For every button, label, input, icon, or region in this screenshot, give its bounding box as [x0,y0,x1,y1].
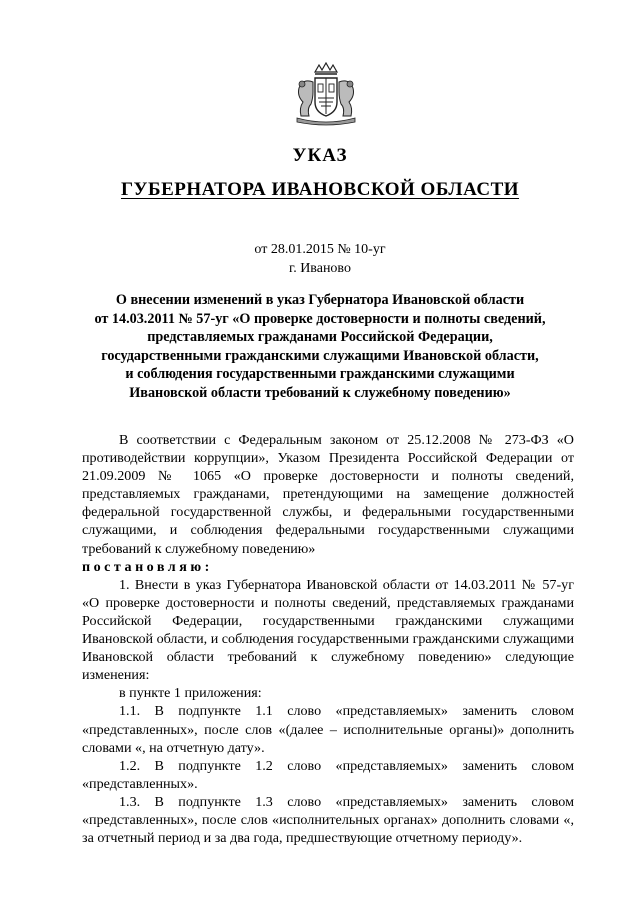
heading-line: от 14.03.2011 № 57-уг «О проверке достоверности и полноты сведений, [94,310,546,327]
item-1-3-paragraph: 1.3. В подпункте 1.3 слово «представляемых» заменить словом «представленных», после слов «исполнительных органах» дополнить словами «, за отчетный период и за два года, предшествующие отчетному периоду». [82,793,574,847]
heading-line: Ивановской области требований к служебному поведению» [129,384,511,401]
heading-line: и соблюдения государственными гражданскими служащими [125,366,515,382]
heading-line: государственными гражданскими служащими Ивановской области, [101,347,539,364]
coat-of-arms-icon [291,62,361,126]
item-1-2-paragraph: 1.2. В подпункте 1.2 слово «представляемых» заменить словом «представленных». [82,757,574,792]
item-1-paragraph: 1. Внести в указ Губернатора Ивановской области от 14.03.2011 № 57-уг «О проверке достоверности и полноты сведений, представляемых гражданами Российской Федерации, государственными гражданскими служащими Ивановской области, и соблюдения государственными гражданскими служащими Ивановской области требований к служебному поведению» следующие изменения: [82,576,574,684]
city: г. Иваново [289,261,351,276]
document-body [82,431,574,847]
document-heading [70,291,570,402]
heading-line: представляемых гражданами Российской Федерации, [147,329,493,345]
item-1-1-paragraph: 1.1. В подпункте 1.1 слово «представляемых» заменить словом «представленных», после слов «(далее – исполнительные органы)» дополнить словами «, на отчетную дату». [82,703,574,756]
issuer-title: ГУБЕРНАТОРА ИВАНОВСКОЙ ОБЛАСТИ [120,179,520,200]
appendix-intro-paragraph: в пункте 1 приложения: [119,685,262,702]
heading-line: О внесении изменений в указ Губернатора Ивановской области [115,292,525,308]
document-meta [0,240,640,278]
decree-word: постановляю: [82,558,213,575]
date-number: от 28.01.2015 № 10-уг [254,242,386,257]
preamble-paragraph: В соответствии с Федеральным законом от 25.12.2008 № 273-ФЗ «О противодействии коррупции», Указом Президента Российской Федерации от 21.09.2009 № 1065 «О проверке достоверности и полноты сведений, представляемых гражданами, претендующими на замещение должностей федеральной государственной службы, и федеральными государственными служащими, и соблюдения федеральными государственными служащими требований к служебному поведению» [82,432,574,557]
document-type-title: УКАЗ [292,145,348,166]
